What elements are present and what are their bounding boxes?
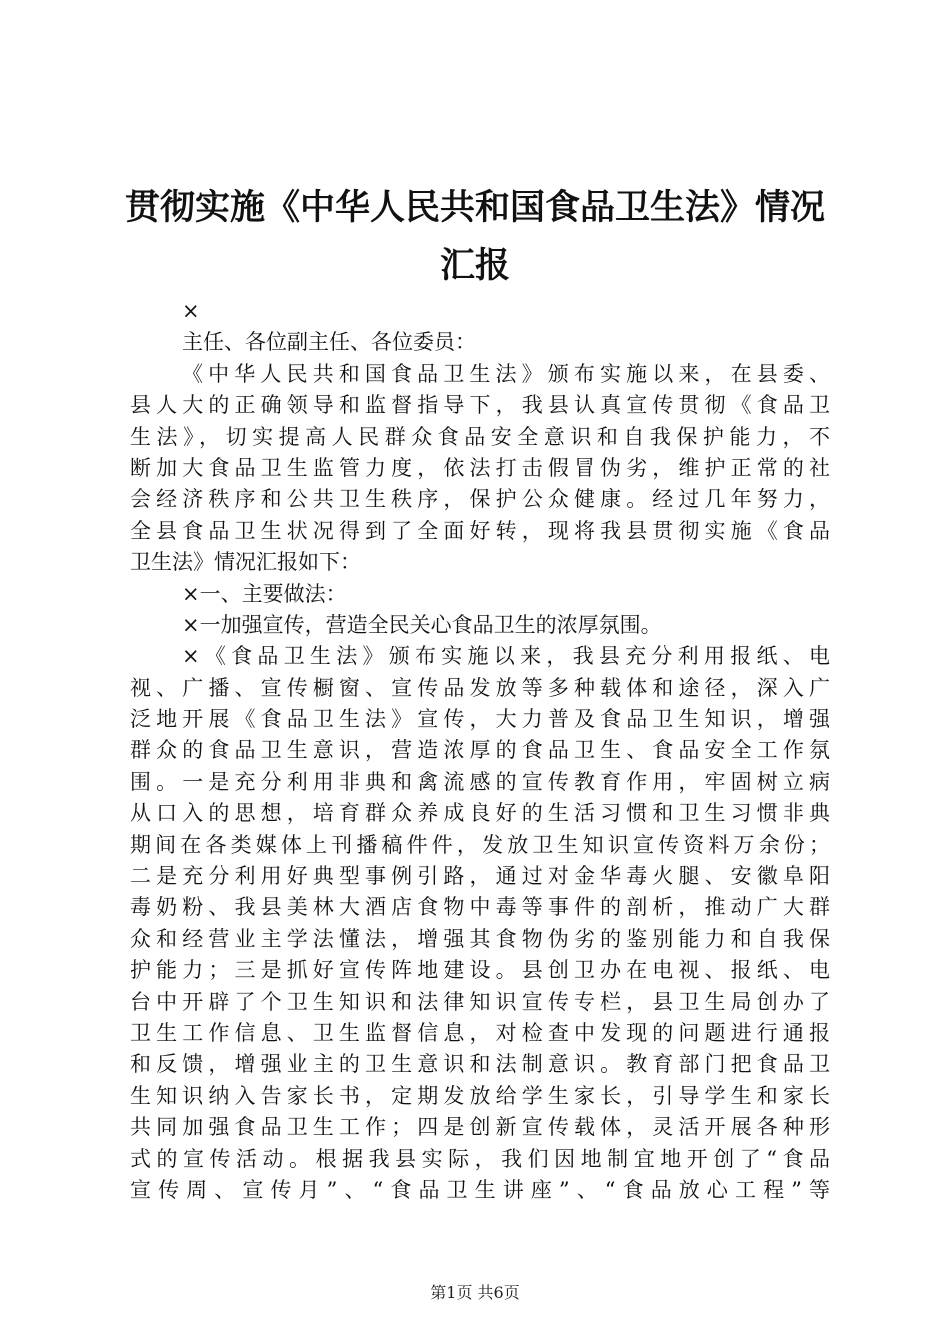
body-line: 泛地开展《食品卫生法》宣传，大力普及食品卫生知识，增强: [130, 707, 830, 732]
body-line: 共同加强食品卫生工作；四是创新宣传载体，灵活开展各种形: [130, 1115, 830, 1140]
body-line: 期间在各类媒体上刊播稿件件，发放卫生知识宣传资料万余份；: [130, 832, 830, 857]
body-line: 和反馈，增强业主的卫生意识和法制意识。教育部门把食品卫: [130, 1052, 830, 1077]
document-body: [130, 296, 830, 1206]
body-line: 卫生工作信息、卫生监督信息，对检查中发现的问题进行通报: [130, 1020, 830, 1045]
body-line: 会经济秩序和公共卫生秩序，保护公众健康。经过几年努力，: [130, 487, 830, 512]
body-line: 群众的食品卫生意识，营造浓厚的食品卫生、食品安全工作氛: [130, 738, 830, 763]
body-line: 断加大食品卫生监管力度，依法打击假冒伪劣，维护正常的社: [130, 455, 830, 480]
body-line: 全县食品卫生状况得到了全面好转，现将我县贯彻实施《食品: [130, 518, 830, 543]
body-line: 县人大的正确领导和监督指导下，我县认真宣传贯彻《食品卫: [130, 393, 830, 418]
body-line: 《中华人民共和国食品卫生法》颁布实施以来，在县委、: [182, 361, 830, 386]
body-line: 视、广播、宣传橱窗、宣传品发放等多种载体和途径，深入广: [130, 675, 830, 700]
body-line: 主任、各位副主任、各位委员：: [182, 330, 476, 355]
body-line: 二是充分利用好典型事例引路，通过对金华毒火腿、安徽阜阳: [130, 864, 830, 889]
body-line: 毒奶粉、我县美林大酒店食物中毒等事件的剖析，推动广大群: [130, 895, 830, 920]
body-line: 宣传周、宣传月”、“食品卫生讲座”、“食品放心工程”等: [130, 1177, 830, 1202]
body-line: ×《食品卫生法》颁布实施以来，我县充分利用报纸、电: [182, 644, 830, 669]
body-line: ×: [182, 299, 200, 323]
body-line: 生法》，切实提高人民群众食品安全意识和自我保护能力，不: [130, 424, 830, 449]
body-line: 生知识纳入告家长书，定期发放给学生家长，引导学生和家长: [130, 1083, 830, 1108]
body-line: 式的宣传活动。根据我县实际，我们因地制宜地开创了“食品: [130, 1146, 830, 1171]
body-line: 众和经营业主学法懂法，增强其食物伪劣的鉴别能力和自我保: [130, 926, 830, 951]
page-footer: 第1页 共6页: [430, 1283, 520, 1302]
body-line: 卫生法》情况汇报如下：: [130, 550, 361, 575]
body-line: 护能力；三是抓好宣传阵地建设。县创卫办在电视、报纸、电: [130, 958, 830, 983]
body-line: 台中开辟了个卫生知识和法律知识宣传专栏，县卫生局创办了: [130, 989, 830, 1014]
document-title-line-2: 汇报: [439, 245, 510, 286]
body-line: 从口入的思想，培育群众养成良好的生活习惯和卫生习惯非典: [130, 801, 830, 826]
body-line: ×一加强宣传，营造全民关心食品卫生的浓厚氛围。: [182, 612, 662, 637]
document-title-line-1: 贯彻实施《中华人民共和国食品卫生法》情况: [124, 187, 825, 228]
body-line: 围。一是充分利用非典和禽流感的宣传教育作用，牢固树立病: [130, 769, 830, 794]
body-line: ×一、主要做法：: [182, 581, 347, 606]
